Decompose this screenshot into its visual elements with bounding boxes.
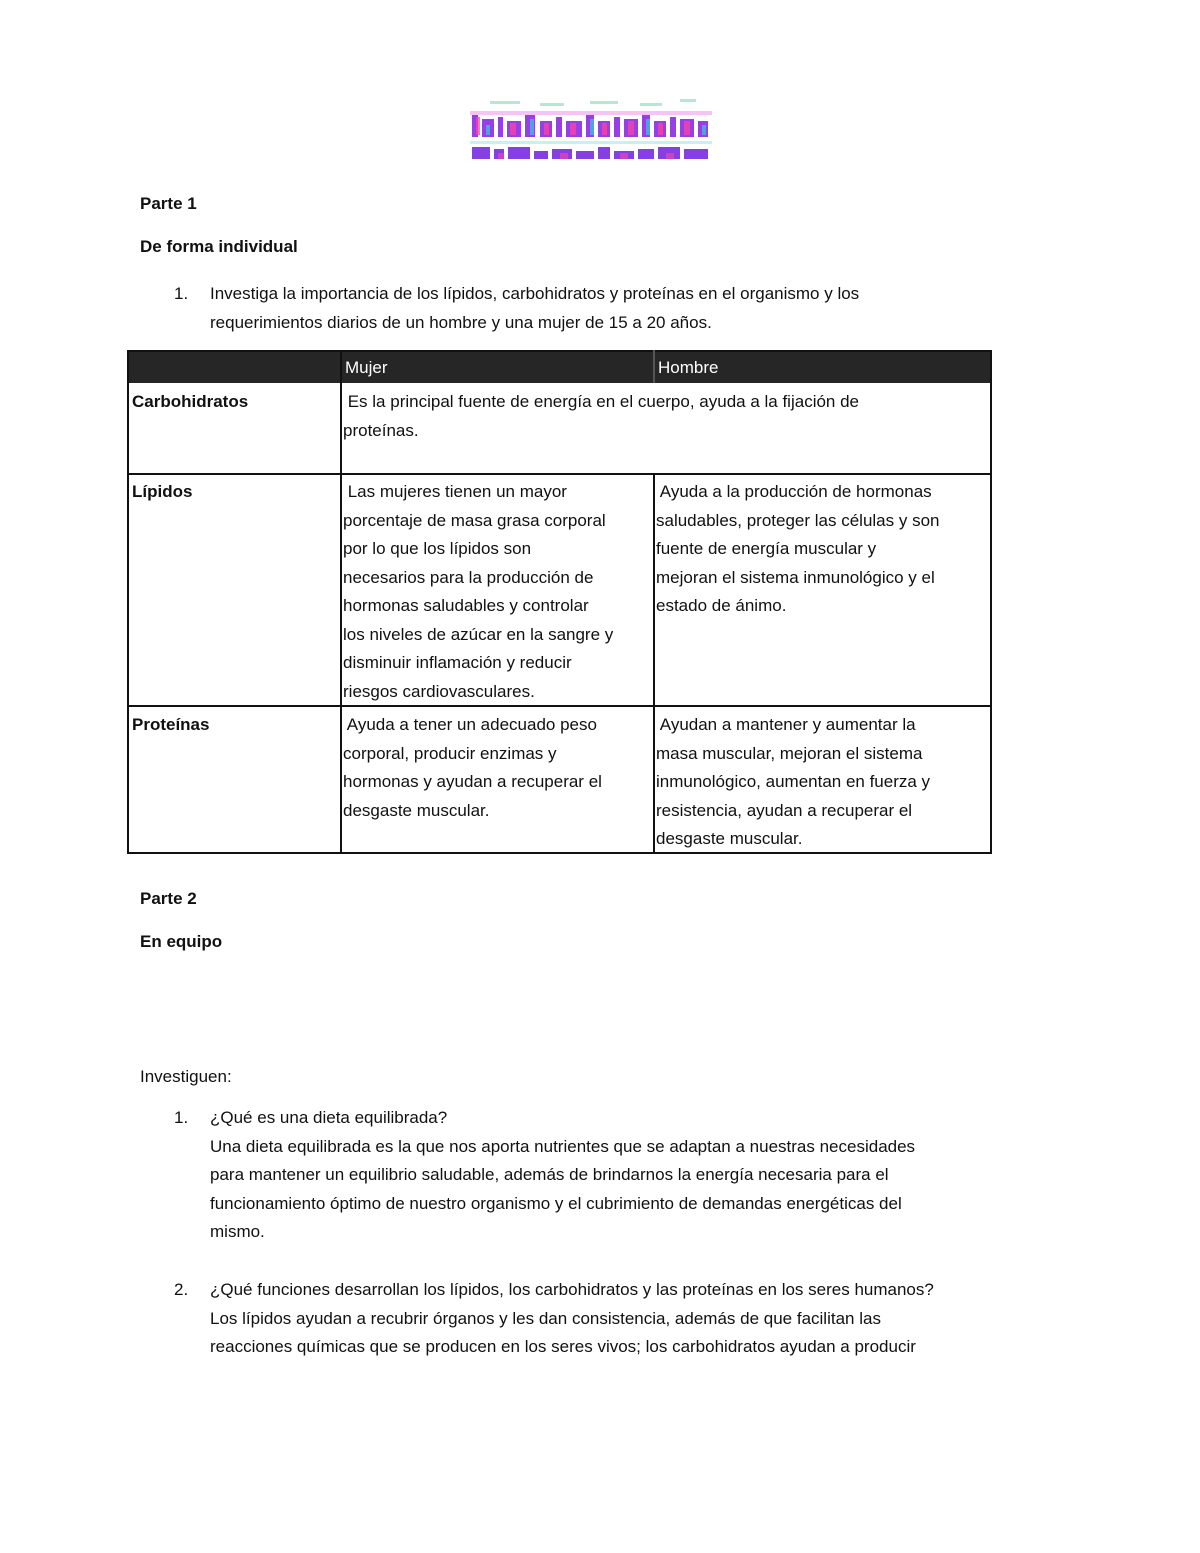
- cell-line: los niveles de azúcar en la sangre y: [343, 624, 614, 644]
- lipidos-hombre-cell: [656, 478, 940, 621]
- q2-number: 2.: [174, 1280, 189, 1299]
- cell-line: necesarios para la producción de: [343, 567, 594, 587]
- table-border: [340, 350, 342, 854]
- q1-text: [210, 1104, 915, 1247]
- q1-number: 1.: [174, 1108, 189, 1127]
- table-header-mujer: Mujer: [345, 358, 388, 377]
- q1-answer-line: funcionamiento óptimo de nuestro organismo y el cubrimiento de demandas energéticas del: [210, 1193, 902, 1213]
- table-border: [990, 350, 992, 854]
- q2-question: ¿Qué funciones desarrollan los lípidos, los carbohidratos y las proteínas en los seres humanos?: [210, 1280, 934, 1299]
- cell-line: hormonas saludables y controlar: [343, 596, 589, 615]
- table-header-hombre: Hombre: [658, 358, 719, 377]
- cell-line: inmunológico, aumentan en fuerza y: [656, 772, 931, 791]
- parte1-item1-line: Investiga la importancia de los lípidos, carbohidratos y proteínas en el organismo y los: [210, 284, 860, 303]
- table-border: [653, 350, 655, 383]
- q2-answer-line: Los lípidos ayudan a recubrir órganos y les dan consistencia, además de que facilitan las: [210, 1308, 881, 1328]
- cell-line: disminuir inflamación y reducir: [343, 653, 572, 672]
- cell-line: Las mujeres tienen un mayor: [343, 482, 567, 501]
- parte1-subtitle: De forma individual: [140, 237, 298, 256]
- row-label-proteinas: Proteínas: [132, 715, 210, 734]
- proteinas-mujer-cell: [343, 711, 602, 825]
- cell-line: mejoran el sistema inmunológico y el: [656, 567, 935, 587]
- nutrients-table: [127, 350, 992, 854]
- lipidos-mujer-cell: [343, 478, 613, 706]
- table-border: [127, 473, 992, 475]
- table-header-row: [127, 350, 992, 383]
- cell-line: saludables, proteger las células y son: [656, 510, 940, 530]
- parte2-intro: Investiguen:: [140, 1067, 232, 1086]
- q1-answer-line: mismo.: [210, 1222, 265, 1241]
- q2-text: [210, 1276, 934, 1362]
- cell-line: Ayuda a tener un adecuado peso: [343, 715, 597, 734]
- parte2-title: Parte 2: [140, 889, 197, 908]
- row-label-carbohidratos: Carbohidratos: [132, 392, 249, 411]
- parte1-item1-line: requerimientos diarios de un hombre y una mujer de 15 a 20 años.: [210, 312, 712, 332]
- table-border: [653, 473, 655, 854]
- table-border: [127, 350, 992, 352]
- cell-line: resistencia, ayudan a recuperar el: [656, 800, 913, 820]
- carbohidratos-merged-cell: [343, 388, 859, 445]
- table-border: [127, 350, 129, 854]
- proteinas-hombre-cell: [656, 711, 930, 854]
- cell-line: fuente de energía muscular y: [656, 539, 877, 558]
- cell-line: estado de ánimo.: [656, 596, 787, 615]
- q1-answer-line: para mantener un equilibrio saludable, además de brindarnos la energía necesaria para el: [210, 1165, 889, 1184]
- cell-line: por lo que los lípidos son: [343, 539, 532, 558]
- cell-line: hormonas y ayudan a recuperar el: [343, 772, 602, 791]
- cell-line: desgaste muscular.: [343, 800, 490, 820]
- cell-line: Es la principal fuente de energía en el cuerpo, ayuda a la fijación de: [343, 392, 860, 411]
- cell-line: desgaste muscular.: [656, 829, 803, 848]
- q1-answer-line: Una dieta equilibrada es la que nos aporta nutrientes que se adaptan a nuestras necesidades: [210, 1136, 916, 1156]
- cell-line: proteínas.: [343, 420, 419, 440]
- parte1-item1-number: 1.: [174, 284, 189, 303]
- cell-line: riesgos cardiovasculares.: [343, 681, 535, 701]
- parte1-item1-text: [210, 280, 859, 337]
- cell-line: masa muscular, mejoran el sistema: [656, 743, 923, 763]
- cell-line: Ayuda a la producción de hormonas: [656, 482, 932, 501]
- q2-answer-line: reacciones químicas que se producen en los seres vivos; los carbohidratos ayudan a producir: [210, 1337, 916, 1356]
- q1-question: ¿Qué es una dieta equilibrada?: [210, 1108, 448, 1127]
- row-label-lipidos: Lípidos: [132, 482, 193, 501]
- university-logo: [470, 97, 712, 165]
- parte2-subtitle: En equipo: [140, 932, 223, 951]
- cell-line: corporal, producir enzimas y: [343, 743, 557, 763]
- cell-line: Ayudan a mantener y aumentar la: [656, 715, 916, 734]
- cell-line: porcentaje de masa grasa corporal: [343, 510, 606, 530]
- parte1-title: Parte 1: [140, 194, 197, 213]
